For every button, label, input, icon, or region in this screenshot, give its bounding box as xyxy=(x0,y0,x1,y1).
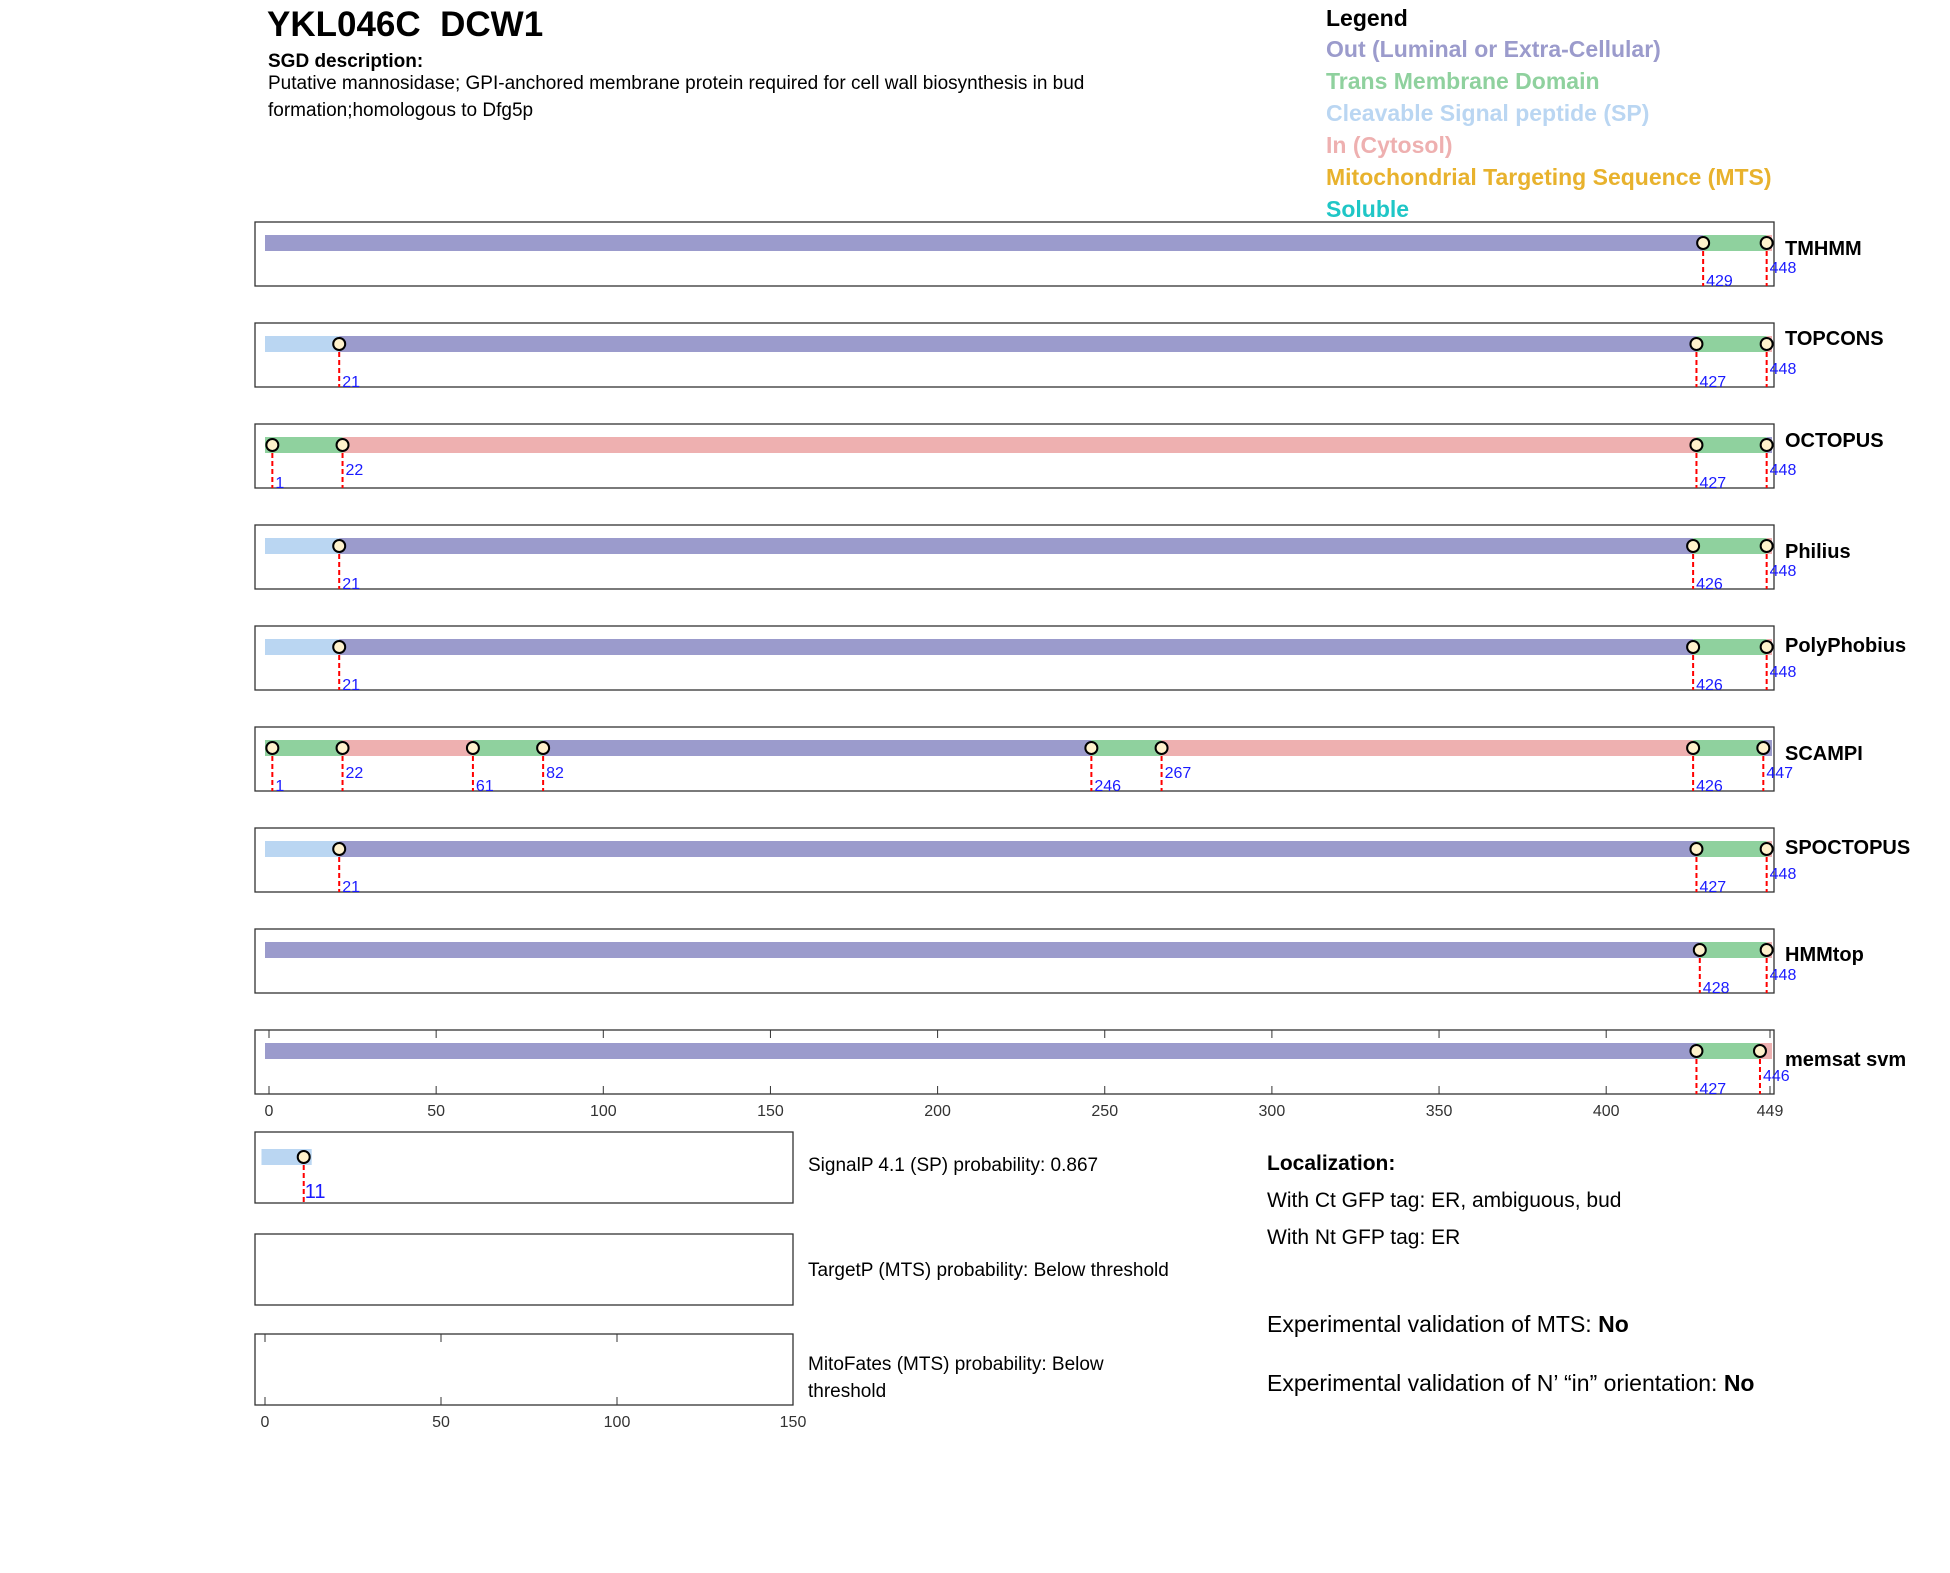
boundary-marker xyxy=(1690,439,1702,451)
legend-item-tm: Trans Membrane Domain xyxy=(1326,68,1600,94)
boundary-label: 448 xyxy=(1769,361,1797,378)
axis-tick-label: 150 xyxy=(757,1103,784,1120)
segment-tm xyxy=(1693,639,1767,655)
mitofates-probability-text-2: threshold xyxy=(808,1381,887,1402)
predictor-name: SCAMPI xyxy=(1785,743,1863,765)
segment-out xyxy=(339,336,1696,352)
boundary-marker xyxy=(266,742,278,754)
boundary-marker xyxy=(333,843,345,855)
legend-item-sp: Cleavable Signal peptide (SP) xyxy=(1326,100,1650,126)
boundary-marker xyxy=(1156,742,1168,754)
segment-sp xyxy=(265,336,339,352)
segment-tm xyxy=(1696,1043,1760,1059)
boundary-label: 22 xyxy=(345,765,364,782)
boundary-marker xyxy=(298,1151,310,1163)
segment-sp xyxy=(265,538,339,554)
predictor-name: HMMtop xyxy=(1785,944,1864,966)
axis-tick-label: 400 xyxy=(1592,1103,1620,1120)
boundary-marker xyxy=(1757,742,1769,754)
sgd-description-text: Putative mannosidase; GPI-anchored membrane protein required for cell wall biosynthesis in bud formation;homologous to Dfg5p xyxy=(268,73,1085,121)
boundary-label: 448 xyxy=(1769,563,1797,580)
boundary-label: 426 xyxy=(1696,677,1723,694)
boundary-label: 1 xyxy=(275,475,285,492)
lower-panel-frame xyxy=(255,1334,793,1405)
segment-tm xyxy=(1703,235,1767,251)
sgd-description-label: SGD description: xyxy=(268,51,424,72)
legend-item-soluble: Soluble xyxy=(1326,196,1410,222)
legend-item-in: In (Cytosol) xyxy=(1326,132,1453,158)
boundary-marker xyxy=(1761,641,1773,653)
boundary-marker xyxy=(1754,1045,1766,1057)
predictor-name: PolyPhobius xyxy=(1785,635,1907,657)
boundary-label: 427 xyxy=(1699,879,1727,896)
boundary-marker xyxy=(1761,944,1773,956)
boundary-marker xyxy=(467,742,479,754)
segment-tm xyxy=(1693,538,1767,554)
page-title: YKL046C DCW1 xyxy=(267,5,544,44)
segment-out xyxy=(339,538,1693,554)
segment-sp xyxy=(265,639,339,655)
localization-title: Localization: xyxy=(1267,1152,1396,1175)
boundary-label: 11 xyxy=(304,1181,326,1203)
predictor-name: memsat svm xyxy=(1785,1049,1907,1071)
segment-tm xyxy=(1693,740,1763,756)
axis-tick-label: 449 xyxy=(1756,1103,1784,1120)
axis-tick-label: 100 xyxy=(589,1103,617,1120)
segment-sp xyxy=(265,841,339,857)
mitofates-probability-text: MitoFates (MTS) probability: Below xyxy=(808,1354,1104,1375)
segment-tm xyxy=(1696,841,1766,857)
boundary-label: 429 xyxy=(1706,273,1733,290)
track-frame xyxy=(255,222,1774,286)
boundary-label: 447 xyxy=(1766,765,1794,782)
experimental-n-in-label: Experimental validation of N’ “in” orientation: xyxy=(1267,1370,1724,1396)
boundary-label: 448 xyxy=(1769,260,1797,277)
boundary-label: 426 xyxy=(1696,576,1723,593)
boundary-label: 21 xyxy=(342,879,360,896)
segment-in xyxy=(343,437,1697,453)
localization-ct: With Ct GFP tag: ER, ambiguous, bud xyxy=(1267,1189,1622,1212)
segment-in xyxy=(343,740,473,756)
boundary-label: 267 xyxy=(1164,765,1192,782)
boundary-label: 427 xyxy=(1699,374,1727,391)
boundary-marker xyxy=(1687,742,1699,754)
boundary-marker xyxy=(266,439,278,451)
axis-tick-label: 150 xyxy=(779,1414,807,1431)
segment-out xyxy=(265,1043,1696,1059)
boundary-marker xyxy=(337,439,349,451)
boundary-label: 61 xyxy=(475,778,494,795)
axis-tick-label: 50 xyxy=(432,1414,450,1431)
axis-tick-label: 50 xyxy=(427,1103,446,1120)
boundary-label: 246 xyxy=(1094,778,1122,795)
axis-tick-label: 250 xyxy=(1091,1103,1119,1120)
track-frame xyxy=(255,424,1774,488)
boundary-marker xyxy=(1761,439,1773,451)
axis-tick-label: 200 xyxy=(924,1103,951,1120)
track-frame xyxy=(255,626,1774,690)
segment-out xyxy=(265,235,1703,251)
boundary-marker xyxy=(1690,843,1702,855)
targetp-probability-text: TargetP (MTS) probability: Below threshold xyxy=(808,1260,1169,1281)
signalp-probability-text: SignalP 4.1 (SP) probability: 0.867 xyxy=(808,1155,1099,1176)
legend-title: Legend xyxy=(1326,5,1408,31)
segment-tm xyxy=(1696,336,1766,352)
boundary-marker xyxy=(333,641,345,653)
boundary-marker xyxy=(537,742,549,754)
predictor-name: TMHMM xyxy=(1785,238,1862,260)
experimental-n-in xyxy=(1267,1370,1754,1397)
boundary-marker xyxy=(1687,540,1699,552)
segment-tm xyxy=(1091,740,1161,756)
boundary-marker xyxy=(1687,641,1699,653)
axis-tick-label: 0 xyxy=(260,1414,270,1431)
boundary-label: 448 xyxy=(1769,866,1797,883)
boundary-label: 21 xyxy=(342,576,360,593)
segment-out xyxy=(265,942,1700,958)
track-frame xyxy=(255,929,1774,993)
segment-in xyxy=(1162,740,1694,756)
segment-out xyxy=(339,639,1693,655)
axis-tick-label: 350 xyxy=(1425,1103,1453,1120)
segment-tm xyxy=(1696,437,1766,453)
boundary-label: 82 xyxy=(546,765,564,782)
segment-tm xyxy=(473,740,543,756)
boundary-label: 427 xyxy=(1699,1081,1727,1098)
predictor-name: SPOCTOPUS xyxy=(1785,837,1911,859)
boundary-marker xyxy=(1697,237,1709,249)
boundary-label: 446 xyxy=(1762,1068,1790,1085)
predictor-name: TOPCONS xyxy=(1785,328,1884,350)
boundary-label: 448 xyxy=(1769,462,1797,479)
localization-nt: With Nt GFP tag: ER xyxy=(1267,1226,1461,1249)
boundary-marker xyxy=(333,540,345,552)
boundary-marker xyxy=(1690,1045,1702,1057)
segment-tm xyxy=(1700,942,1767,958)
boundary-marker xyxy=(333,338,345,350)
predictor-name: Philius xyxy=(1785,541,1851,563)
boundary-marker xyxy=(1694,944,1706,956)
boundary-label: 427 xyxy=(1699,475,1727,492)
boundary-label: 426 xyxy=(1696,778,1723,795)
boundary-label: 448 xyxy=(1769,664,1797,681)
segment-out xyxy=(543,740,1091,756)
track-frame xyxy=(255,323,1774,387)
boundary-marker xyxy=(1761,540,1773,552)
boundary-marker xyxy=(337,742,349,754)
boundary-label: 428 xyxy=(1702,980,1730,997)
boundary-label: 448 xyxy=(1769,967,1797,984)
boundary-label: 1 xyxy=(275,778,285,795)
boundary-label: 21 xyxy=(342,374,360,391)
axis-tick-label: 300 xyxy=(1258,1103,1286,1120)
legend-item-out: Out (Luminal or Extra-Cellular) xyxy=(1326,36,1661,62)
boundary-label: 22 xyxy=(345,462,364,479)
legend-item-mts: Mitochondrial Targeting Sequence (MTS) xyxy=(1326,164,1772,190)
experimental-n-in-value: No xyxy=(1723,1370,1755,1396)
boundary-marker xyxy=(1761,338,1773,350)
segment-out xyxy=(339,841,1696,857)
track-frame xyxy=(255,525,1774,589)
boundary-marker xyxy=(1761,843,1773,855)
axis-tick-label: 100 xyxy=(603,1414,631,1431)
boundary-label: 21 xyxy=(342,677,360,694)
axis-tick-label: 0 xyxy=(264,1103,274,1120)
predictor-name: OCTOPUS xyxy=(1785,430,1884,452)
lower-panel-frame xyxy=(255,1132,793,1203)
boundary-marker xyxy=(1761,237,1773,249)
experimental-mts xyxy=(1267,1311,1629,1338)
track-frame xyxy=(255,1030,1774,1094)
experimental-mts-value: No xyxy=(1598,1311,1629,1337)
lower-panel-frame xyxy=(255,1234,793,1305)
boundary-marker xyxy=(1085,742,1097,754)
track-frame xyxy=(255,828,1774,892)
boundary-marker xyxy=(1690,338,1702,350)
experimental-mts-label: Experimental validation of MTS: xyxy=(1267,1311,1599,1337)
